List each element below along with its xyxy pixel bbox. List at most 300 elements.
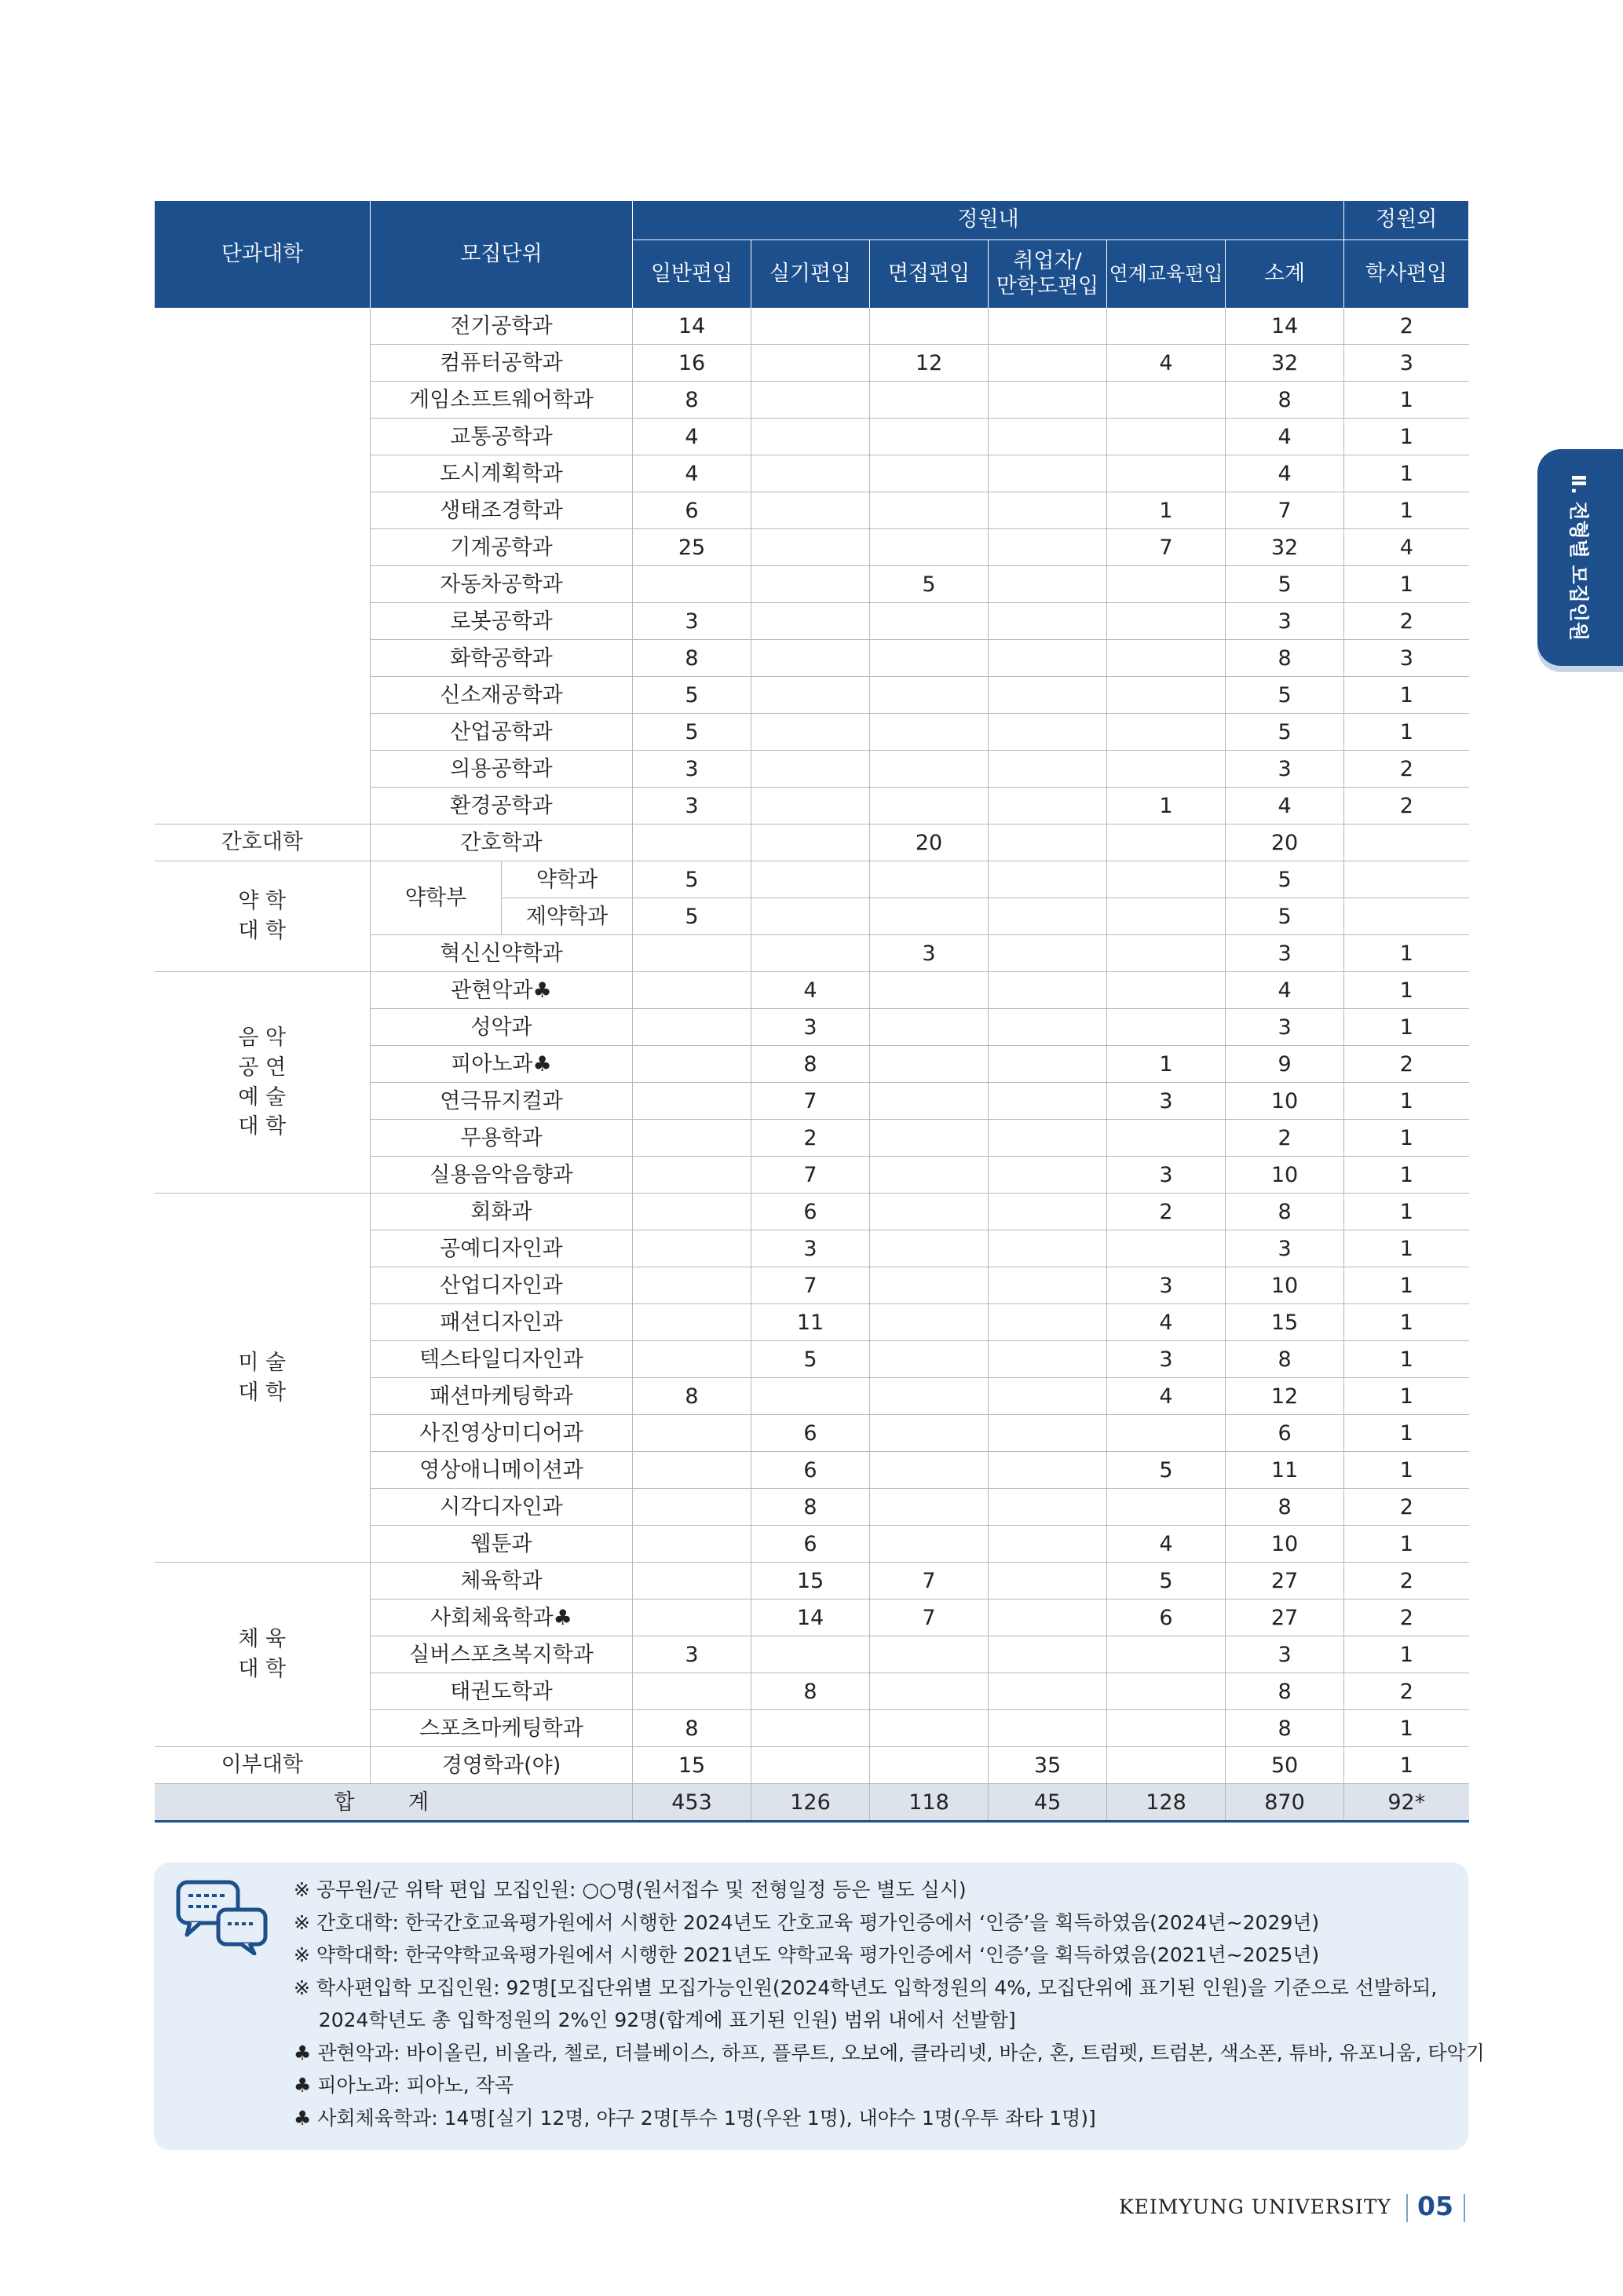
value-cell: 9 <box>1226 1046 1344 1083</box>
unit-cell: 산업디자인과 <box>371 1267 633 1304</box>
value-cell <box>870 1452 989 1489</box>
value-cell <box>751 603 870 640</box>
table-row <box>155 972 1469 1009</box>
unit-cell: 사회체육학과♣ <box>371 1600 633 1636</box>
value-cell <box>633 935 751 972</box>
value-cell: 3 <box>633 788 751 824</box>
value-cell <box>870 898 989 935</box>
value-cell <box>751 1710 870 1747</box>
value-cell <box>989 455 1107 492</box>
value-cell: 1 <box>1344 677 1469 714</box>
value-cell: 5 <box>1107 1563 1226 1600</box>
total-value: 453 <box>633 1784 751 1822</box>
value-cell: 4 <box>1107 345 1226 382</box>
value-cell: 3 <box>1226 1009 1344 1046</box>
value-cell: 6 <box>1226 1415 1344 1452</box>
value-cell: 3 <box>751 1009 870 1046</box>
unit-cell: 실용음악음향과 <box>371 1157 633 1194</box>
unit-cell: 관현악과♣ <box>371 972 633 1009</box>
note-item: ♣ 피아노과: 피아노, 작곡 <box>294 2074 514 2097</box>
value-cell: 8 <box>1226 1673 1344 1710</box>
value-cell <box>870 1415 989 1452</box>
header-employed: 취업자/ 만학도편입 <box>989 240 1107 309</box>
value-cell <box>989 898 1107 935</box>
value-cell <box>751 935 870 972</box>
value-cell: 25 <box>633 529 751 566</box>
unit-cell: 무용학과 <box>371 1120 633 1157</box>
unit-cell: 텍스타일디자인과 <box>371 1341 633 1378</box>
value-cell <box>751 1747 870 1784</box>
value-cell: 3 <box>633 1636 751 1673</box>
value-cell <box>989 1194 1107 1230</box>
header-interview: 면접편입 <box>870 240 989 309</box>
value-cell <box>633 1230 751 1267</box>
value-cell: 15 <box>633 1747 751 1784</box>
college-cell <box>155 308 371 824</box>
unit-cell: 게임소프트웨어학과 <box>371 382 633 419</box>
value-cell: 4 <box>1344 529 1469 566</box>
chat-bubbles-icon <box>176 1880 270 1955</box>
value-cell: 6 <box>1107 1600 1226 1636</box>
value-cell <box>870 529 989 566</box>
value-cell <box>989 972 1107 1009</box>
value-cell <box>633 1157 751 1194</box>
value-cell: 2 <box>1344 1489 1469 1526</box>
unit-cell: 패션디자인과 <box>371 1304 633 1341</box>
value-cell <box>1107 1747 1226 1784</box>
unit-cell: 실버스포츠복지학과 <box>371 1636 633 1673</box>
value-cell <box>989 1378 1107 1415</box>
value-cell <box>1107 1710 1226 1747</box>
value-cell: 5 <box>633 714 751 751</box>
unit-cell: 피아노과♣ <box>371 1046 633 1083</box>
value-cell <box>989 788 1107 824</box>
value-cell <box>633 1194 751 1230</box>
value-cell <box>870 1341 989 1378</box>
value-cell: 12 <box>1226 1378 1344 1415</box>
value-cell: 10 <box>1226 1267 1344 1304</box>
value-cell: 11 <box>1226 1452 1344 1489</box>
value-cell <box>1107 824 1226 861</box>
value-cell: 1 <box>1344 492 1469 529</box>
value-cell <box>870 455 989 492</box>
value-cell <box>870 788 989 824</box>
value-cell: 3 <box>1226 1230 1344 1267</box>
value-cell: 1 <box>1344 1230 1469 1267</box>
header-general: 일반편입 <box>633 240 751 309</box>
note-item: 2024학년도 총 입학정원의 2%인 92명(합계에 표기된 인원) 범위 내에서 선발함] <box>294 2009 1016 2031</box>
value-cell: 14 <box>751 1600 870 1636</box>
value-cell: 8 <box>633 382 751 419</box>
value-cell <box>989 1267 1107 1304</box>
value-cell: 14 <box>1226 308 1344 345</box>
value-cell <box>633 1083 751 1120</box>
value-cell <box>870 1636 989 1673</box>
value-cell <box>751 529 870 566</box>
value-cell <box>1107 972 1226 1009</box>
value-cell: 6 <box>633 492 751 529</box>
unit-cell: 웹툰과 <box>371 1526 633 1563</box>
value-cell <box>751 640 870 677</box>
value-cell: 3 <box>633 751 751 788</box>
value-cell: 8 <box>1226 1710 1344 1747</box>
college-cell: 미 술 대 학 <box>155 1194 371 1563</box>
unit-cell: 경영학과(야) <box>371 1747 633 1784</box>
value-cell: 1 <box>1344 1304 1469 1341</box>
value-cell: 7 <box>751 1157 870 1194</box>
value-cell <box>1344 898 1469 935</box>
value-cell <box>870 1489 989 1526</box>
table-row <box>155 1194 1469 1230</box>
value-cell <box>633 1415 751 1452</box>
value-cell <box>633 1673 751 1710</box>
value-cell: 6 <box>751 1526 870 1563</box>
value-cell <box>751 308 870 345</box>
value-cell: 3 <box>1344 345 1469 382</box>
value-cell: 16 <box>633 345 751 382</box>
value-cell <box>751 824 870 861</box>
value-cell: 1 <box>1344 1083 1469 1120</box>
value-cell: 4 <box>1226 419 1344 455</box>
value-cell <box>1107 566 1226 603</box>
footer-divider <box>1464 2194 1465 2222</box>
value-cell <box>989 714 1107 751</box>
header-in-quota: 정원내 <box>633 201 1344 240</box>
value-cell <box>1107 677 1226 714</box>
unit-cell: 성악과 <box>371 1009 633 1046</box>
value-cell: 27 <box>1226 1600 1344 1636</box>
value-cell: 1 <box>1107 788 1226 824</box>
value-cell: 5 <box>633 898 751 935</box>
value-cell: 3 <box>870 935 989 972</box>
value-cell: 2 <box>1344 1673 1469 1710</box>
value-cell: 5 <box>1226 898 1344 935</box>
value-cell <box>751 1636 870 1673</box>
value-cell: 1 <box>1344 566 1469 603</box>
unit-cell: 환경공학과 <box>371 788 633 824</box>
value-cell <box>751 677 870 714</box>
value-cell: 4 <box>633 455 751 492</box>
table-row <box>155 861 1469 898</box>
unit-cell: 연극뮤지컬과 <box>371 1083 633 1120</box>
value-cell <box>870 492 989 529</box>
college-cell: 체 육 대 학 <box>155 1563 371 1747</box>
value-cell <box>633 1304 751 1341</box>
value-cell <box>751 788 870 824</box>
value-cell <box>751 861 870 898</box>
table-row <box>155 308 1469 345</box>
unit-cell: 공예디자인과 <box>371 1230 633 1267</box>
value-cell <box>870 861 989 898</box>
value-cell <box>989 1083 1107 1120</box>
value-cell <box>1107 1230 1226 1267</box>
value-cell: 1 <box>1344 1378 1469 1415</box>
value-cell <box>1107 1415 1226 1452</box>
value-cell <box>1107 1636 1226 1673</box>
value-cell: 1 <box>1107 1046 1226 1083</box>
unit-cell: 생태조경학과 <box>371 492 633 529</box>
value-cell: 27 <box>1226 1563 1344 1600</box>
unit-cell: 신소재공학과 <box>371 677 633 714</box>
total-label: 합 계 <box>155 1784 633 1822</box>
value-cell: 7 <box>1226 492 1344 529</box>
value-cell: 14 <box>633 308 751 345</box>
value-cell <box>633 1267 751 1304</box>
value-cell <box>989 751 1107 788</box>
value-cell: 3 <box>1226 603 1344 640</box>
header-subtotal: 소계 <box>1226 240 1344 309</box>
value-cell <box>989 419 1107 455</box>
value-cell: 20 <box>870 824 989 861</box>
page-number: 05 <box>1417 2191 1453 2221</box>
value-cell: 1 <box>1344 935 1469 972</box>
table-row <box>155 1747 1469 1784</box>
value-cell <box>1107 382 1226 419</box>
value-cell: 5 <box>1226 566 1344 603</box>
value-cell: 1 <box>1344 1636 1469 1673</box>
unit-cell: 제약학과 <box>502 898 633 935</box>
value-cell <box>633 1526 751 1563</box>
unit-cell: 컴퓨터공학과 <box>371 345 633 382</box>
value-cell <box>989 566 1107 603</box>
value-cell <box>870 677 989 714</box>
unit-cell: 화학공학과 <box>371 640 633 677</box>
value-cell: 1 <box>1107 492 1226 529</box>
value-cell <box>870 419 989 455</box>
unit-cell: 산업공학과 <box>371 714 633 751</box>
value-cell: 5 <box>1226 677 1344 714</box>
value-cell: 3 <box>1226 1636 1344 1673</box>
value-cell <box>989 935 1107 972</box>
note-item: ※ 학사편입학 모집인원: 92명[모집단위별 모집가능인원(2024학년도 입학정원의 4%, 모집단위에 표기된 인원)을 기준으로 선발하되, <box>294 1976 1438 1999</box>
value-cell <box>870 308 989 345</box>
unit-cell: 회화과 <box>371 1194 633 1230</box>
value-cell <box>633 824 751 861</box>
value-cell: 3 <box>1226 751 1344 788</box>
value-cell <box>870 1046 989 1083</box>
total-value: 870 <box>1226 1784 1344 1822</box>
value-cell <box>633 1563 751 1600</box>
value-cell: 4 <box>1226 972 1344 1009</box>
value-cell <box>870 1710 989 1747</box>
value-cell <box>989 603 1107 640</box>
value-cell: 1 <box>1344 972 1469 1009</box>
value-cell <box>989 345 1107 382</box>
value-cell: 2 <box>1344 1600 1469 1636</box>
value-cell: 8 <box>1226 1489 1344 1526</box>
value-cell: 50 <box>1226 1747 1344 1784</box>
value-cell <box>989 861 1107 898</box>
table-row <box>155 1563 1469 1600</box>
value-cell: 3 <box>751 1230 870 1267</box>
value-cell <box>870 1120 989 1157</box>
section-side-tab <box>1537 449 1623 666</box>
value-cell: 1 <box>1344 1415 1469 1452</box>
value-cell <box>989 1636 1107 1673</box>
value-cell <box>1107 1120 1226 1157</box>
value-cell: 4 <box>1226 455 1344 492</box>
college-cell: 약 학 대 학 <box>155 861 371 972</box>
value-cell: 6 <box>751 1194 870 1230</box>
value-cell <box>989 1452 1107 1489</box>
value-cell: 4 <box>1107 1378 1226 1415</box>
value-cell <box>989 308 1107 345</box>
value-cell: 8 <box>633 1710 751 1747</box>
value-cell: 8 <box>751 1673 870 1710</box>
value-cell: 12 <box>870 345 989 382</box>
value-cell: 7 <box>870 1600 989 1636</box>
value-cell: 7 <box>751 1267 870 1304</box>
value-cell: 1 <box>1344 1009 1469 1046</box>
header-bachelor: 학사편입 <box>1344 240 1469 309</box>
unit-cell: 도시계획학과 <box>371 455 633 492</box>
value-cell: 1 <box>1344 1747 1469 1784</box>
unit-cell: 교통공학과 <box>371 419 633 455</box>
value-cell <box>633 1341 751 1378</box>
value-cell <box>989 1304 1107 1341</box>
value-cell: 2 <box>751 1120 870 1157</box>
value-cell: 7 <box>1107 529 1226 566</box>
value-cell: 32 <box>1226 345 1344 382</box>
value-cell: 4 <box>1107 1304 1226 1341</box>
value-cell: 8 <box>751 1046 870 1083</box>
value-cell <box>870 714 989 751</box>
value-cell: 2 <box>1344 308 1469 345</box>
value-cell <box>989 1157 1107 1194</box>
value-cell: 5 <box>1107 1452 1226 1489</box>
value-cell <box>1107 419 1226 455</box>
value-cell <box>1107 714 1226 751</box>
header-out-quota: 정원외 <box>1344 201 1469 240</box>
value-cell: 1 <box>1344 1526 1469 1563</box>
total-value: 126 <box>751 1784 870 1822</box>
value-cell: 1 <box>1344 1120 1469 1157</box>
value-cell <box>1107 1673 1226 1710</box>
value-cell <box>989 1526 1107 1563</box>
value-cell: 10 <box>1226 1157 1344 1194</box>
value-cell <box>870 1378 989 1415</box>
value-cell <box>633 972 751 1009</box>
value-cell <box>633 1120 751 1157</box>
value-cell: 10 <box>1226 1526 1344 1563</box>
value-cell <box>751 898 870 935</box>
value-cell <box>870 640 989 677</box>
side-tab-label: Ⅱ. 전형별 모집인원 <box>1567 473 1590 642</box>
value-cell <box>870 1747 989 1784</box>
footer-university: KEIMYUNG UNIVERSITY <box>1119 2195 1391 2218</box>
total-value: 92* <box>1344 1784 1469 1822</box>
value-cell: 4 <box>1107 1526 1226 1563</box>
unit-cell: 패션마케팅학과 <box>371 1378 633 1415</box>
value-cell <box>751 714 870 751</box>
value-cell <box>751 1378 870 1415</box>
value-cell: 7 <box>870 1563 989 1600</box>
value-cell: 15 <box>1226 1304 1344 1341</box>
value-cell: 6 <box>751 1452 870 1489</box>
value-cell: 3 <box>1107 1157 1226 1194</box>
value-cell <box>989 1230 1107 1267</box>
unit-cell: 약학과 <box>502 861 633 898</box>
value-cell: 1 <box>1344 1341 1469 1378</box>
value-cell <box>1107 1009 1226 1046</box>
value-cell <box>751 751 870 788</box>
total-value: 45 <box>989 1784 1107 1822</box>
total-value: 118 <box>870 1784 989 1822</box>
value-cell <box>633 1489 751 1526</box>
value-cell <box>1344 861 1469 898</box>
value-cell <box>989 1710 1107 1747</box>
value-cell <box>1107 308 1226 345</box>
value-cell: 1 <box>1344 382 1469 419</box>
value-cell <box>1107 751 1226 788</box>
unit-cell: 의용공학과 <box>371 751 633 788</box>
unit-cell: 로봇공학과 <box>371 603 633 640</box>
note-item: ※ 약학대학: 한국약학교육평가원에서 시행한 2021년도 약학교육 평가인증에서 ‘인증’을 획득하였음(2021년~2025년) <box>294 1943 1320 1966</box>
notes-list <box>294 1874 1485 2134</box>
value-cell <box>870 382 989 419</box>
value-cell <box>989 492 1107 529</box>
value-cell <box>633 1046 751 1083</box>
value-cell <box>1107 1489 1226 1526</box>
value-cell: 3 <box>1107 1083 1226 1120</box>
value-cell <box>633 566 751 603</box>
value-cell <box>751 455 870 492</box>
value-cell <box>633 1452 751 1489</box>
value-cell <box>989 1415 1107 1452</box>
footer-divider <box>1406 2194 1408 2222</box>
value-cell <box>989 1341 1107 1378</box>
value-cell: 3 <box>1226 935 1344 972</box>
value-cell: 3 <box>633 603 751 640</box>
value-cell: 2 <box>1344 788 1469 824</box>
unit-cell: 사진영상미디어과 <box>371 1415 633 1452</box>
value-cell <box>1107 640 1226 677</box>
value-cell <box>989 1600 1107 1636</box>
value-cell: 1 <box>1344 1194 1469 1230</box>
value-cell: 2 <box>1344 751 1469 788</box>
value-cell <box>870 1526 989 1563</box>
value-cell <box>870 751 989 788</box>
unit-cell: 간호학과 <box>371 824 633 861</box>
unit-cell: 자동차공학과 <box>371 566 633 603</box>
value-cell: 5 <box>751 1341 870 1378</box>
total-value: 128 <box>1107 1784 1226 1822</box>
college-cell: 간호대학 <box>155 824 371 861</box>
value-cell: 8 <box>1226 1341 1344 1378</box>
value-cell <box>989 1120 1107 1157</box>
recruitment-table <box>154 201 1469 1823</box>
note-item: ♣ 관현악과: 바이올린, 비올라, 첼로, 더블베이스, 하프, 플루트, 오보에, 클라리넷, 바순, 혼, 트럼펫, 트럼본, 색소폰, 튜바, 유포니움, 타악기 <box>294 2041 1485 2064</box>
value-cell: 3 <box>1107 1267 1226 1304</box>
value-cell <box>989 1009 1107 1046</box>
table-body <box>155 308 1469 1822</box>
value-cell: 8 <box>1226 640 1344 677</box>
value-cell <box>870 972 989 1009</box>
value-cell <box>989 1489 1107 1526</box>
value-cell <box>989 1673 1107 1710</box>
value-cell: 2 <box>1226 1120 1344 1157</box>
value-cell <box>989 640 1107 677</box>
value-cell <box>870 1304 989 1341</box>
value-cell: 15 <box>751 1563 870 1600</box>
value-cell: 2 <box>1107 1194 1226 1230</box>
value-cell: 8 <box>633 640 751 677</box>
value-cell <box>1344 824 1469 861</box>
value-cell: 8 <box>1226 382 1344 419</box>
notes-box <box>154 1863 1485 2150</box>
value-cell: 5 <box>1226 714 1344 751</box>
value-cell: 2 <box>1344 1046 1469 1083</box>
